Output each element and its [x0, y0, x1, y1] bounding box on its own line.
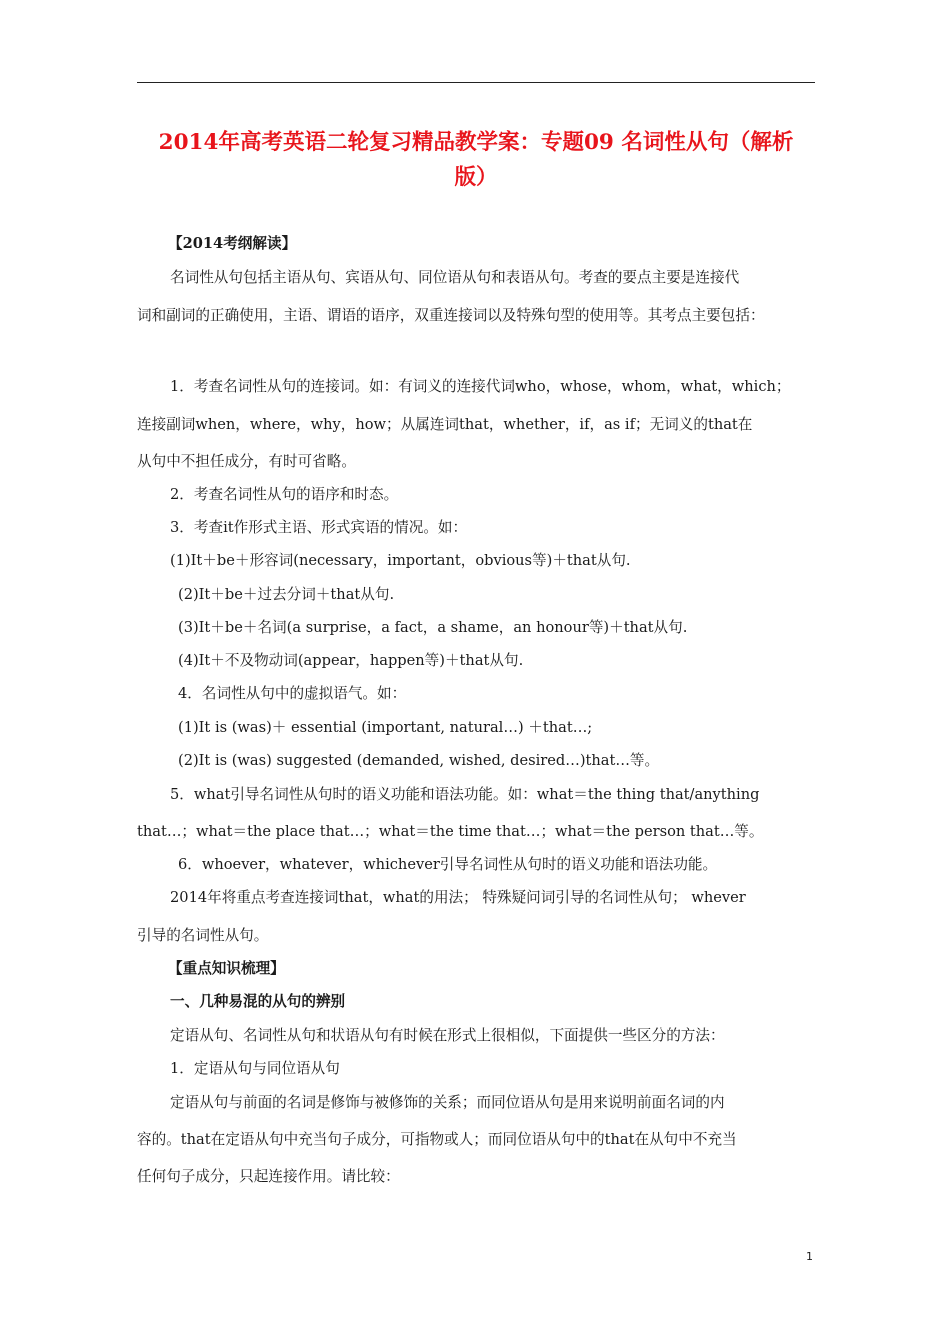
paragraph-line: 定语从句与前面的名词是修饰与被修饰的关系；而同位语从句是用来说明前面名词的内 [170, 1094, 725, 1111]
sub-heading: 一、几种易混的从句的辨别 [170, 993, 346, 1010]
page-number: 1 [806, 1250, 813, 1263]
header-rule [137, 82, 815, 83]
paragraph-line: 1．定语从句与同位语从句 [170, 1060, 340, 1077]
list-subitem-4-1: (1)It is (was)＋ essential (important, natural…) ＋that…; [178, 719, 593, 736]
paragraph-line: 2014年将重点考查连接词that，what的用法； 特殊疑问词引导的名词性从句； whever [170, 889, 746, 906]
section-heading-key-points: 【重点知识梳理】 [168, 960, 285, 977]
list-subitem-3-2: (2)It＋be＋过去分词＋that从句. [178, 586, 395, 603]
list-subitem-3-3: (3)It＋be＋名词(a surprise，a fact，a shame，an honour等)＋that从句. [178, 619, 688, 636]
section-heading-exam-outline: 【2014考纲解读】 [168, 235, 297, 252]
list-item-3: 3．考查it作形式主语、形式宾语的情况。如： [170, 519, 468, 536]
list-subitem-3-4: (4)It＋不及物动词(appear，happen等)＋that从句. [178, 652, 524, 669]
document-title-line-1: 2014年高考英语二轮复习精品教学案：专题09 名词性从句（解析 [158, 130, 794, 155]
paragraph-line: 任何句子成分，只起连接作用。请比较： [137, 1168, 400, 1185]
list-item-1-line-1: 1．考查名词性从句的连接词。如：有词义的连接代词who，whose，whom，what，which； [170, 378, 791, 395]
paragraph-line: 词和副词的正确使用，主语、谓语的语序，双重连接词以及特殊句型的使用等。其考点主要包括： [137, 307, 765, 324]
paragraph-line: 名词性从句包括主语从句、宾语从句、同位语从句和表语从句。考查的要点主要是连接代 [170, 269, 740, 286]
paragraph-line: 引导的名词性从句。 [137, 927, 269, 944]
list-subitem-3-1: (1)It＋be＋形容词(necessary，important，obvious等)＋that从句. [170, 552, 631, 569]
paragraph-line: 容的。that在定语从句中充当句子成分，可指物或人；而同位语从句中的that在从句中不充当 [137, 1131, 737, 1148]
list-item-1-line-3: 从句中不担任成分，有时可省略。 [137, 453, 356, 470]
list-subitem-4-2: (2)It is (was) suggested (demanded, wished, desired…)that…等。 [178, 752, 660, 769]
paragraph-line: 定语从句、名词性从句和状语从句有时候在形式上很相似，下面提供一些区分的方法： [170, 1027, 725, 1044]
list-item-5-line-2: that…；what＝the place that…；what＝the time that…；what＝the person that…等。 [137, 823, 764, 840]
list-item-6: 6．whoever，whatever，whichever引导名词性从句时的语义功能和语法功能。 [178, 856, 718, 873]
list-item-4: 4．名词性从句中的虚拟语气。如： [178, 685, 407, 702]
list-item-1-line-2: 连接副词when，where，why，how；从属连词that，whether，if，as if；无词义的that在 [137, 416, 753, 433]
document-title-line-2: 版） [454, 165, 498, 190]
list-item-5-line-1: 5．what引导名词性从句时的语义功能和语法功能。如：what＝the thing that/anything [170, 786, 760, 803]
list-item-2: 2．考查名词性从句的语序和时态。 [170, 486, 399, 503]
